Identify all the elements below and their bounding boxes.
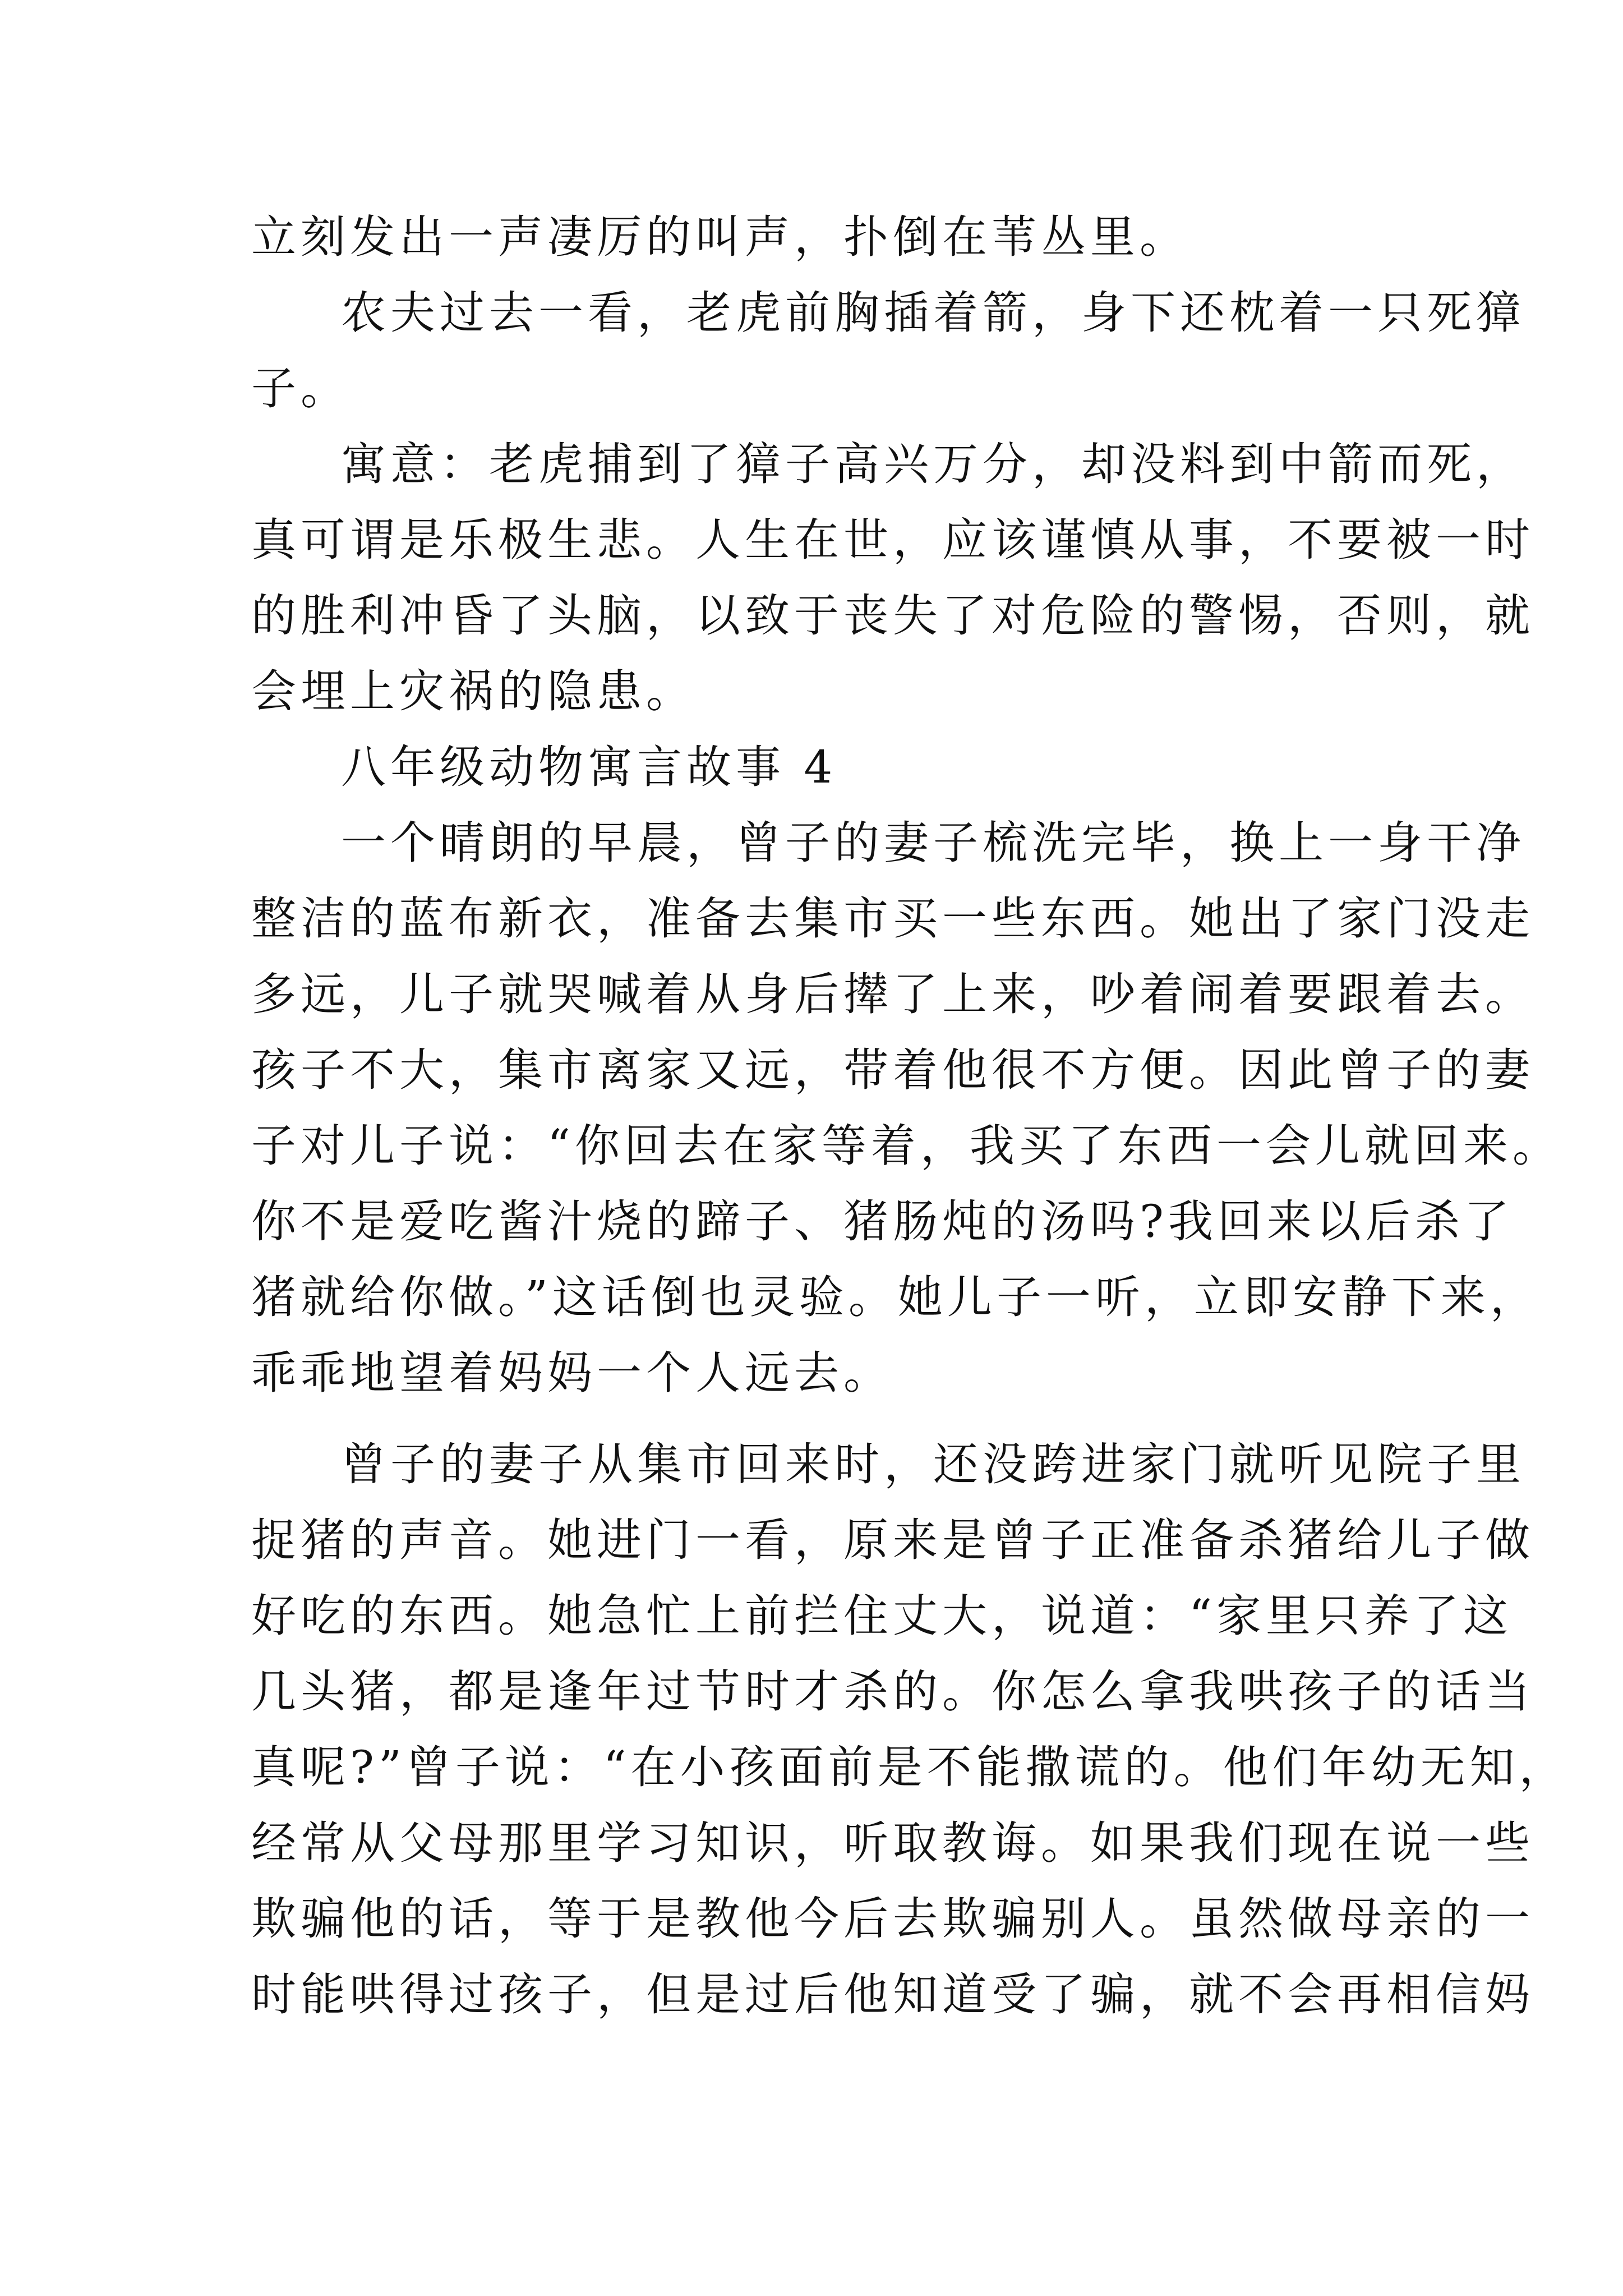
text-line: 你不是爱吃酱汁烧的蹄子、猪肠炖的汤吗?我回来以后杀了: [251, 1195, 1514, 1248]
text-line: 的胜利冲昏了头脑，以致于丧失了对危险的警惕，否则，就: [251, 590, 1534, 642]
document-body: [251, 199, 1569, 2032]
text-line: 真可谓是乐极生悲。人生在世，应该谨慎从事，不要被一时: [251, 514, 1534, 566]
text-line: 会埋上灾祸的隐患。: [251, 665, 695, 717]
text-line: 子对儿子说：“你回去在家等着，我买了东西一会儿就回来。: [251, 1120, 1562, 1172]
text-line: 乖乖地望着妈妈一个人远去。: [251, 1347, 893, 1399]
text-line: 猪就给你做。”这话倒也灵验。她儿子一听，立即安静下来，: [251, 1271, 1539, 1323]
text-line: 几头猪，都是逢年过节时才杀的。你怎么拿我哄孩子的话当: [251, 1665, 1534, 1718]
section-title: 八年级动物寓言故事 4: [341, 741, 837, 793]
moral-heading-line: 寓意：老虎捕到了獐子高兴万分，却没料到中箭而死，: [341, 438, 1525, 490]
text-line: 欺骗他的话，等于是教他今后去欺骗别人。虽然做母亲的一: [251, 1893, 1534, 1945]
paragraph-start-line: 曾子的妻子从集市回来时，还没跨进家门就听见院子里: [341, 1438, 1525, 1490]
text-line: 真呢?”曾子说：“在小孩面前是不能撒谎的。他们年幼无知，: [251, 1741, 1569, 1793]
text-line: 多远，儿子就哭喊着从身后撵了上来，吵着闹着要跟着去。: [251, 968, 1534, 1020]
text-line: 捉猪的声音。她进门一看，原来是曾子正准备杀猪给儿子做: [251, 1514, 1534, 1566]
text-line: 整洁的蓝布新衣，准备去集市买一些东西。她出了家门没走: [251, 892, 1534, 945]
text-line: 经常从父母那里学习知识，听取教诲。如果我们现在说一些: [251, 1817, 1534, 1869]
text-line: 立刻发出一声凄厉的叫声，扑倒在苇丛里。: [251, 211, 1189, 263]
paragraph-start-line: 农夫过去一看，老虎前胸插着箭，身下还枕着一只死獐: [341, 287, 1525, 339]
paragraph-gap: [251, 1411, 1384, 1427]
paragraph-start-line: 一个晴朗的早晨，曾子的妻子梳洗完毕，换上一身干净: [341, 817, 1525, 869]
text-line: 子。: [251, 362, 350, 415]
text-line: 好吃的东西。她急忙上前拦住丈大，说道：“家里只养了这: [251, 1590, 1513, 1642]
text-line: 孩子不大，集市离家又远，带着他很不方便。因此曾子的妻: [251, 1044, 1534, 1096]
text-line: 时能哄得过孩子，但是过后他知道受了骗，就不会再相信妈: [251, 1968, 1534, 2021]
